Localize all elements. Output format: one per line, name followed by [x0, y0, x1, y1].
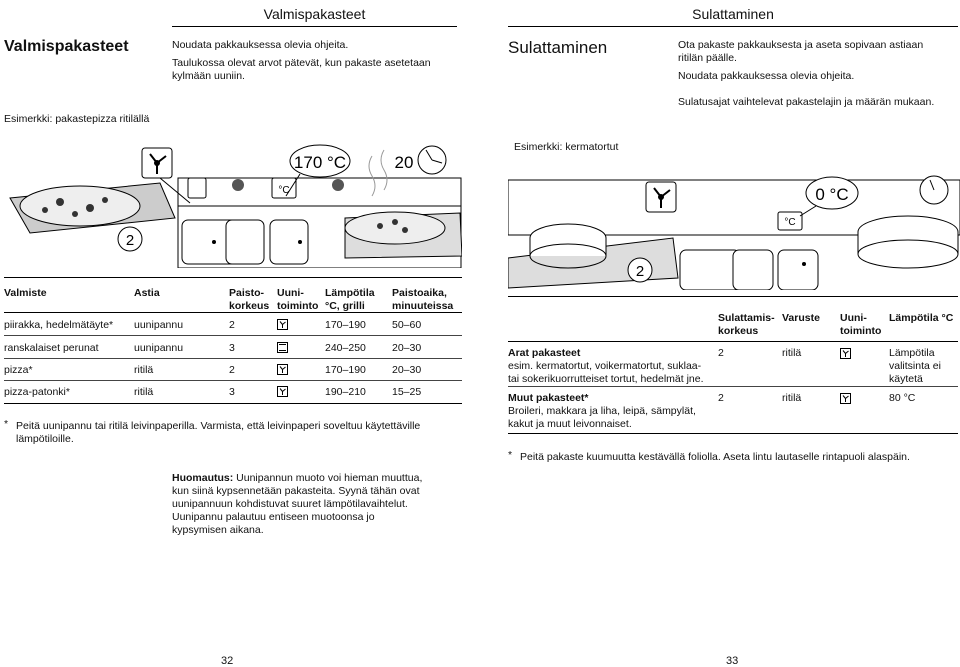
- right-example-label: Esimerkki: kermatortut: [514, 141, 619, 153]
- shelf-number: 2: [635, 263, 645, 280]
- cell-item: pizza-patonki*: [4, 386, 70, 398]
- fan-icon: [277, 319, 288, 330]
- row-title: Muut pakasteet*: [508, 392, 589, 404]
- left-intro-line: kylmään uuniin.: [172, 70, 245, 82]
- cell-time: 50–60: [392, 319, 422, 331]
- knob: [232, 179, 244, 191]
- cell-time: 20–30: [392, 342, 422, 354]
- right-header-rule: [508, 26, 958, 27]
- note-label: Huomautus:: [172, 472, 234, 484]
- col-header-varuste: Varuste: [782, 312, 820, 324]
- knob: [332, 179, 344, 191]
- right-table-bottom-rule: [508, 433, 958, 434]
- cell-item: ranskalaiset perunat: [4, 342, 99, 354]
- temp-readout: 0 °C: [815, 185, 849, 204]
- col-header-lampotila: Lämpötila °C, grilli: [325, 287, 375, 312]
- top-bottom-heat-icon: [277, 342, 288, 353]
- right-intro: [678, 39, 958, 83]
- temp-readout: 170 °C: [293, 153, 347, 172]
- right-footnote-mark: *: [508, 449, 513, 461]
- left-section-title: Valmispakasteet: [4, 38, 129, 55]
- left-intro: [172, 39, 462, 83]
- unit-label: °C: [278, 185, 290, 196]
- cell-temp: 190–210: [325, 386, 366, 398]
- temp-line: Lämpötila: [889, 347, 935, 359]
- row-desc: kakut ja muut leivonnaiset.: [508, 418, 632, 430]
- fan-icon: [277, 386, 288, 397]
- left-table-header-rule: [4, 312, 462, 313]
- cell-product: [508, 347, 713, 386]
- footnote-line: Peitä uunipannu tai ritilä leivinpaperilla. Varmista, että leivinpaperi soveltuu käytettäville: [16, 420, 421, 432]
- unit-label: °C: [784, 217, 796, 228]
- cell-accessory: ritilä: [782, 392, 802, 404]
- row-title: Arat pakasteet: [508, 347, 581, 359]
- cell-temp: 170–190: [325, 364, 366, 376]
- cell-temp: 240–250: [325, 342, 366, 354]
- page-number-right: 33: [726, 655, 739, 667]
- right-section-title: Sulattaminen: [508, 38, 608, 57]
- note-line: Uunipannu palautuu entiseen muotoonsa jo: [172, 511, 375, 523]
- fan-icon: [840, 348, 851, 359]
- right-footnote: Peitä pakaste kuumuutta kestävällä foliolla. Aseta lintu lautaselle rintapuoli alaspäin.: [520, 451, 910, 463]
- right-intro-2: Sulatusajat vaihtelevat pakastelajin ja määrän mukaan.: [678, 96, 935, 108]
- cell-temp: [889, 392, 915, 405]
- col-header-lampotila: Lämpötila °C: [889, 312, 954, 324]
- left-table-bottom-rule: [4, 403, 462, 404]
- cell-level: 3: [229, 386, 235, 398]
- cell-time: 15–25: [392, 386, 422, 398]
- note-line: kypsymisen aikana.: [172, 524, 264, 536]
- time-readout: 20: [394, 153, 414, 172]
- cell-item: pizza*: [4, 364, 33, 376]
- cell-level: 3: [229, 342, 235, 354]
- left-intro-line: Taulukossa olevat arvot pätevät, kun pakaste asetetaan: [172, 57, 431, 69]
- fan-icon: [277, 364, 288, 375]
- left-footnote-mark: *: [4, 418, 9, 430]
- col-header-uunitoiminto: Uuni- toiminto: [277, 287, 319, 312]
- cell-dish: uunipannu: [134, 319, 184, 331]
- cell-dish: ritilä: [134, 364, 154, 376]
- cell-time: 20–30: [392, 364, 422, 376]
- cell-accessory: ritilä: [782, 347, 802, 359]
- note-line: uunipannuun kohdistuvat suuret lämpötilavaihtelut.: [172, 498, 408, 510]
- cell-product: [508, 392, 713, 431]
- fan-icon: [840, 393, 851, 404]
- pizza-oven-illustration: [0, 138, 462, 268]
- page-number-left: 32: [221, 655, 234, 667]
- cell-item: piirakka, hedelmätäyte*: [4, 319, 114, 331]
- right-table-top-rule: [508, 296, 958, 297]
- row-divider: [4, 335, 462, 336]
- row-divider: [508, 386, 958, 387]
- cell-temp: 170–190: [325, 319, 366, 331]
- cake-oven-illustration: [508, 160, 960, 290]
- left-intro-line: Noudata pakkauksessa olevia ohjeita.: [172, 39, 349, 51]
- cell-temp: [889, 347, 941, 386]
- temp-line: 80 °C: [889, 392, 916, 404]
- cell-level: 2: [718, 392, 724, 404]
- cell-dish: ritilä: [134, 386, 154, 398]
- left-example-label: Esimerkki: pakastepizza ritilällä: [4, 113, 150, 125]
- temp-line: käytetä: [889, 373, 923, 385]
- row-desc: tai sokerikuorrutteiset tortut, hedelmät jne.: [508, 373, 704, 385]
- col-header-valmiste: Valmiste: [4, 287, 47, 299]
- col-header-sulattamiskorkeus: Sulattamis- korkeus: [718, 312, 775, 337]
- right-table-header-rule: [508, 341, 958, 342]
- cell-level: 2: [229, 364, 235, 376]
- shelf-number: 2: [125, 232, 135, 249]
- row-desc: Broileri, makkara ja liha, leipä, sämpylät,: [508, 405, 696, 417]
- cell-level: 2: [229, 319, 235, 331]
- right-running-header: Sulattaminen: [692, 6, 774, 22]
- pizza: [20, 186, 140, 226]
- right-intro-line: Ota pakaste pakkauksesta ja aseta sopivaan astiaan: [678, 39, 924, 51]
- col-header-paistokorkeus: Paisto- korkeus: [229, 287, 270, 312]
- col-header-uunitoiminto: Uuni- toiminto: [840, 312, 882, 337]
- left-table-top-rule: [4, 277, 462, 278]
- cell-dish: uunipannu: [134, 342, 184, 354]
- note-line: kun siinä kypsennetään pakasteita. Syynä tähän ovat: [172, 485, 420, 497]
- left-header-rule: [172, 26, 457, 27]
- note-block: [172, 472, 462, 537]
- left-footnote: [16, 420, 456, 446]
- right-intro-line: ritilän päälle.: [678, 52, 737, 64]
- col-header-astia: Astia: [134, 287, 160, 299]
- left-running-header: Valmispakasteet: [263, 6, 366, 22]
- cell-level: 2: [718, 347, 724, 359]
- row-divider: [4, 380, 462, 381]
- row-divider: [4, 358, 462, 359]
- note-line: Uunipannun muoto voi hieman muuttua,: [233, 472, 423, 484]
- right-intro-line: Noudata pakkauksessa olevia ohjeita.: [678, 70, 855, 82]
- footnote-line: lämpötiloille.: [16, 433, 74, 445]
- temp-line: valitsinta ei: [889, 360, 941, 372]
- col-header-paistoaika: Paistoaika, minuuteissa: [392, 287, 454, 312]
- row-desc: esim. kermatortut, voikermatortut, suklaa-: [508, 360, 702, 372]
